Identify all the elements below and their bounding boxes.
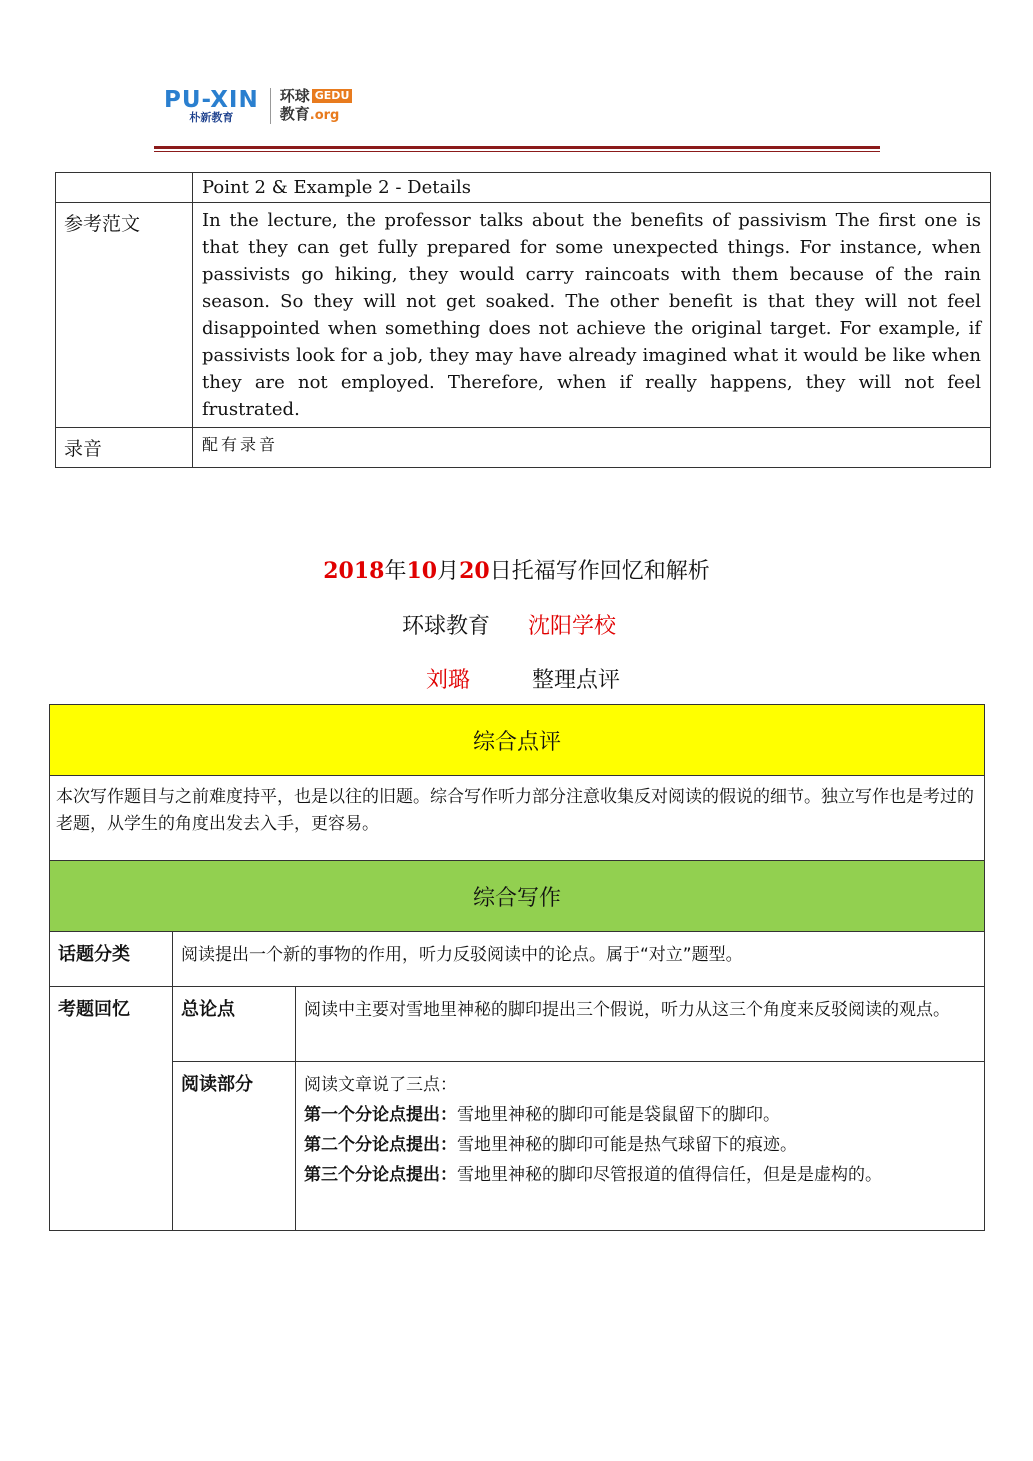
point2-text: 雪地里神秘的脚印可能是热气球留下的痕迹。 (457, 1135, 797, 1155)
puxin-logo (164, 86, 259, 124)
point3-label: 第三个分论点提出： (304, 1165, 457, 1185)
table-row (56, 173, 991, 203)
title-month: 10 (406, 558, 438, 584)
sample-essay-label: 参考范文 (56, 203, 193, 428)
table-row (50, 987, 985, 1062)
main-point-value: 阅读中主要对雪地里神秘的脚印提出三个假说，听力从这三个角度来反驳阅读的观点。 (296, 987, 985, 1062)
title-t3: 日托福写作回忆和解析 (489, 559, 710, 584)
reading-point-2 (304, 1130, 976, 1160)
table-row (50, 705, 985, 776)
analysis-table (49, 704, 985, 1231)
title-t2: 月 (437, 559, 460, 584)
gedu-badge: GEDU (312, 89, 353, 103)
main-point-label: 总论点 (173, 987, 296, 1062)
header-rule-thin (154, 151, 880, 152)
integrated-header: 综合写作 (50, 861, 985, 932)
reading-value (296, 1062, 985, 1231)
sample-essay-text: In the lecture, the professor talks about the benefits of passivism The first one is that they can get fully prepared for some unexpected things. For instance, when passivists go hiking, they would carry raincoats with them because of the rain season. So they will not get soaked. The other benefit is that they will not feel disappointed when something does not achieve the original target. For example, if passivists look for a job, they may have already imagined what it would be like when they are not employed. Therefore, when if really happens, they will not feel frustrated. (202, 210, 981, 420)
page-title (0, 554, 1033, 585)
sample-essay-cell (193, 203, 991, 428)
point2-label: 第二个分论点提出： (304, 1135, 457, 1155)
table-row (50, 932, 985, 987)
gedu-org: .org (309, 108, 340, 123)
table-row (56, 203, 991, 428)
author-line (426, 663, 620, 694)
topic-value: 阅读提出一个新的事物的作用，听力反驳阅读中的论点。属于“对立”题型。 (173, 932, 985, 987)
table-row (50, 861, 985, 932)
school-name: 沈阳学校 (528, 614, 617, 639)
audio-label: 录音 (56, 428, 193, 468)
puxin-logo-cn: 朴新教育 (189, 110, 234, 124)
org-name: 环球教育 (402, 614, 491, 639)
audio-value: 配有录音 (193, 428, 991, 468)
logo-divider (270, 88, 271, 124)
gedu-logo-cn2: 教育 (279, 105, 310, 123)
title-day: 20 (459, 558, 490, 584)
point3-text: 雪地里神秘的脚印尽管报道的值得信任，但是是虚构的。 (457, 1165, 882, 1185)
reading-point-3 (304, 1160, 976, 1190)
reading-label: 阅读部分 (173, 1062, 296, 1231)
point1-label: 第一个分论点提出： (304, 1105, 457, 1125)
table-row (50, 1062, 985, 1231)
author-role: 整理点评 (532, 668, 621, 693)
header-logo (164, 86, 352, 126)
essay-table (55, 172, 991, 468)
reading-point-1 (304, 1100, 976, 1130)
topic-label: 话题分类 (50, 932, 173, 987)
title-t1: 年 (384, 559, 407, 584)
title-year: 2018 (323, 558, 385, 584)
gedu-logo (280, 87, 353, 125)
point1-text: 雪地里神秘的脚印可能是袋鼠留下的脚印。 (457, 1105, 780, 1125)
reading-intro: 阅读文章说了三点： (304, 1075, 457, 1095)
org-line (402, 609, 616, 640)
point-details-cell: Point 2 & Example 2 - Details (193, 173, 991, 203)
puxin-logo-text: PU-XIN (164, 86, 259, 113)
recall-label: 考题回忆 (50, 987, 173, 1231)
overview-text: 本次写作题目与之前难度持平，也是以往的旧题。综合写作听力部分注意收集反对阅读的假说的细节。独立写作也是考过的老题，从学生的角度出发去入手，更容易。 (50, 776, 985, 861)
empty-label-cell (56, 173, 193, 203)
table-row (50, 776, 985, 861)
overview-header: 综合点评 (50, 705, 985, 776)
table-row (56, 428, 991, 468)
gedu-logo-cn1: 环球 (279, 87, 310, 105)
header-rule (154, 146, 880, 149)
author-name: 刘璐 (426, 668, 471, 693)
